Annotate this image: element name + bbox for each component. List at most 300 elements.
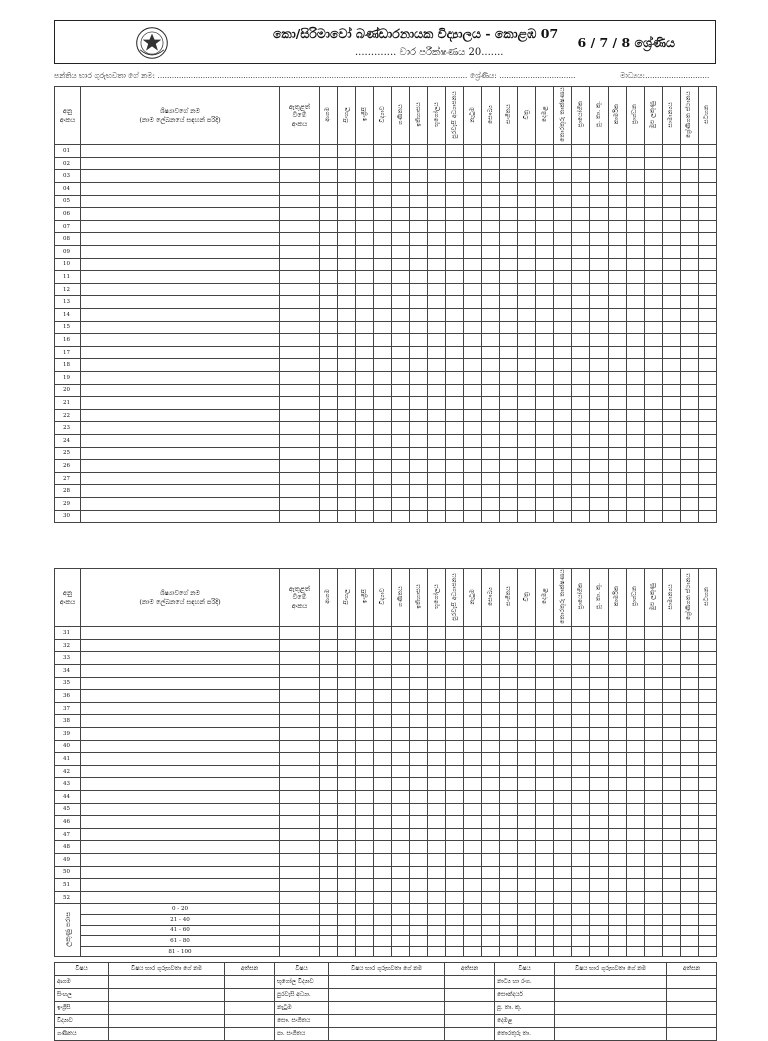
admission-no-cell[interactable] [280, 334, 320, 347]
mark-cell[interactable] [356, 803, 374, 816]
mark-cell[interactable] [446, 359, 464, 372]
mark-cell[interactable] [590, 422, 608, 435]
student-name-cell[interactable] [81, 170, 280, 183]
mark-cell[interactable] [338, 891, 356, 904]
mark-cell[interactable] [554, 627, 572, 640]
mark-cell[interactable] [464, 422, 482, 435]
student-name-cell[interactable] [81, 866, 280, 879]
mark-cell[interactable] [392, 740, 410, 753]
mark-cell[interactable] [320, 346, 338, 359]
mark-cell[interactable] [482, 665, 500, 678]
mark-cell[interactable] [572, 422, 590, 435]
mark-cell[interactable] [680, 371, 698, 384]
mark-cell[interactable] [356, 853, 374, 866]
mark-cell[interactable] [572, 246, 590, 259]
mark-cell[interactable] [518, 321, 536, 334]
mark-cell[interactable] [626, 740, 644, 753]
mark-cell[interactable] [482, 195, 500, 208]
mark-cell[interactable] [410, 879, 428, 892]
mark-cell[interactable] [410, 627, 428, 640]
mark-cell[interactable] [428, 183, 446, 196]
mark-cell[interactable] [608, 460, 626, 473]
mark-cell[interactable] [446, 728, 464, 741]
teacher-signature-cell[interactable] [445, 1028, 495, 1041]
mark-cell[interactable] [338, 460, 356, 473]
teacher-name-cell[interactable] [109, 989, 225, 1002]
admission-no-cell[interactable] [280, 690, 320, 703]
mark-cell[interactable] [428, 409, 446, 422]
mark-cell[interactable] [518, 472, 536, 485]
mark-cell[interactable] [482, 728, 500, 741]
range-count-cell[interactable] [482, 936, 500, 947]
range-count-cell[interactable] [446, 904, 464, 915]
mark-cell[interactable] [446, 460, 464, 473]
mark-cell[interactable] [626, 791, 644, 804]
mark-cell[interactable] [482, 816, 500, 829]
mark-cell[interactable] [626, 434, 644, 447]
mark-cell[interactable] [374, 434, 392, 447]
range-count-cell[interactable] [500, 925, 518, 936]
mark-cell[interactable] [608, 891, 626, 904]
mark-cell[interactable] [554, 866, 572, 879]
mark-cell[interactable] [626, 853, 644, 866]
range-count-cell[interactable] [446, 925, 464, 936]
range-count-cell[interactable] [572, 914, 590, 925]
mark-cell[interactable] [428, 866, 446, 879]
mark-cell[interactable] [554, 170, 572, 183]
mark-cell[interactable] [572, 258, 590, 271]
mark-cell[interactable] [644, 195, 662, 208]
mark-cell[interactable] [392, 208, 410, 221]
mark-cell[interactable] [590, 233, 608, 246]
mark-cell[interactable] [680, 740, 698, 753]
mark-cell[interactable] [662, 627, 680, 640]
mark-cell[interactable] [554, 753, 572, 766]
mark-cell[interactable] [590, 485, 608, 498]
mark-cell[interactable] [464, 753, 482, 766]
mark-cell[interactable] [608, 652, 626, 665]
mark-cell[interactable] [356, 346, 374, 359]
mark-cell[interactable] [608, 702, 626, 715]
mark-cell[interactable] [500, 472, 518, 485]
mark-cell[interactable] [500, 891, 518, 904]
mark-cell[interactable] [626, 690, 644, 703]
mark-cell[interactable] [464, 665, 482, 678]
mark-cell[interactable] [698, 879, 716, 892]
mark-cell[interactable] [446, 891, 464, 904]
mark-cell[interactable] [680, 258, 698, 271]
mark-cell[interactable] [446, 853, 464, 866]
mark-cell[interactable] [608, 510, 626, 523]
mark-cell[interactable] [626, 879, 644, 892]
range-count-cell[interactable] [464, 914, 482, 925]
mark-cell[interactable] [554, 346, 572, 359]
range-count-cell[interactable] [698, 925, 716, 936]
mark-cell[interactable] [626, 677, 644, 690]
range-count-cell[interactable] [392, 904, 410, 915]
mark-cell[interactable] [554, 497, 572, 510]
mark-cell[interactable] [374, 145, 392, 158]
mark-cell[interactable] [320, 639, 338, 652]
mark-cell[interactable] [500, 359, 518, 372]
teacher-name-cell[interactable] [555, 976, 667, 989]
mark-cell[interactable] [590, 652, 608, 665]
range-count-cell[interactable] [608, 904, 626, 915]
mark-cell[interactable] [500, 460, 518, 473]
mark-cell[interactable] [392, 879, 410, 892]
mark-cell[interactable] [590, 627, 608, 640]
mark-cell[interactable] [590, 891, 608, 904]
mark-cell[interactable] [500, 841, 518, 854]
teacher-signature-cell[interactable] [445, 976, 495, 989]
student-name-cell[interactable] [81, 346, 280, 359]
mark-cell[interactable] [428, 321, 446, 334]
mark-cell[interactable] [680, 702, 698, 715]
mark-cell[interactable] [392, 220, 410, 233]
mark-cell[interactable] [626, 652, 644, 665]
mark-cell[interactable] [500, 753, 518, 766]
mark-cell[interactable] [338, 309, 356, 322]
mark-cell[interactable] [680, 879, 698, 892]
mark-cell[interactable] [338, 485, 356, 498]
mark-cell[interactable] [518, 728, 536, 741]
mark-cell[interactable] [410, 677, 428, 690]
mark-cell[interactable] [662, 853, 680, 866]
mark-cell[interactable] [554, 397, 572, 410]
mark-cell[interactable] [680, 816, 698, 829]
mark-cell[interactable] [410, 397, 428, 410]
mark-cell[interactable] [536, 510, 554, 523]
student-name-cell[interactable] [81, 627, 280, 640]
mark-cell[interactable] [680, 384, 698, 397]
mark-cell[interactable] [644, 321, 662, 334]
mark-cell[interactable] [590, 803, 608, 816]
mark-cell[interactable] [356, 145, 374, 158]
mark-cell[interactable] [446, 397, 464, 410]
mark-cell[interactable] [320, 778, 338, 791]
mark-cell[interactable] [536, 409, 554, 422]
mark-cell[interactable] [464, 866, 482, 879]
mark-cell[interactable] [554, 828, 572, 841]
mark-cell[interactable] [338, 639, 356, 652]
mark-cell[interactable] [608, 246, 626, 259]
mark-cell[interactable] [446, 434, 464, 447]
mark-cell[interactable] [626, 309, 644, 322]
mark-cell[interactable] [518, 309, 536, 322]
mark-cell[interactable] [392, 359, 410, 372]
mark-cell[interactable] [500, 447, 518, 460]
mark-cell[interactable] [662, 409, 680, 422]
mark-cell[interactable] [518, 409, 536, 422]
admission-no-cell[interactable] [280, 472, 320, 485]
mark-cell[interactable] [680, 639, 698, 652]
mark-cell[interactable] [500, 627, 518, 640]
mark-cell[interactable] [410, 208, 428, 221]
mark-cell[interactable] [500, 639, 518, 652]
mark-cell[interactable] [410, 183, 428, 196]
student-name-cell[interactable] [81, 309, 280, 322]
mark-cell[interactable] [392, 472, 410, 485]
mark-cell[interactable] [554, 728, 572, 741]
mark-cell[interactable] [662, 334, 680, 347]
mark-cell[interactable] [554, 639, 572, 652]
mark-cell[interactable] [662, 803, 680, 816]
mark-cell[interactable] [536, 170, 554, 183]
mark-cell[interactable] [500, 510, 518, 523]
mark-cell[interactable] [626, 702, 644, 715]
mark-cell[interactable] [356, 765, 374, 778]
range-count-cell[interactable] [280, 946, 320, 957]
mark-cell[interactable] [446, 447, 464, 460]
range-count-cell[interactable] [554, 936, 572, 947]
mark-cell[interactable] [428, 447, 446, 460]
mark-cell[interactable] [320, 246, 338, 259]
admission-no-cell[interactable] [280, 157, 320, 170]
student-name-cell[interactable] [81, 485, 280, 498]
mark-cell[interactable] [536, 879, 554, 892]
mark-cell[interactable] [608, 472, 626, 485]
mark-cell[interactable] [392, 791, 410, 804]
student-name-cell[interactable] [81, 283, 280, 296]
mark-cell[interactable] [644, 371, 662, 384]
student-name-cell[interactable] [81, 460, 280, 473]
mark-cell[interactable] [464, 157, 482, 170]
mark-cell[interactable] [698, 740, 716, 753]
mark-cell[interactable] [392, 891, 410, 904]
mark-cell[interactable] [662, 866, 680, 879]
mark-cell[interactable] [518, 208, 536, 221]
mark-cell[interactable] [572, 220, 590, 233]
mark-cell[interactable] [626, 728, 644, 741]
mark-cell[interactable] [410, 371, 428, 384]
mark-cell[interactable] [482, 208, 500, 221]
mark-cell[interactable] [428, 690, 446, 703]
mark-cell[interactable] [356, 627, 374, 640]
mark-cell[interactable] [464, 258, 482, 271]
mark-cell[interactable] [338, 233, 356, 246]
admission-no-cell[interactable] [280, 778, 320, 791]
mark-cell[interactable] [356, 321, 374, 334]
mark-cell[interactable] [338, 409, 356, 422]
mark-cell[interactable] [500, 321, 518, 334]
mark-cell[interactable] [698, 778, 716, 791]
mark-cell[interactable] [536, 283, 554, 296]
mark-cell[interactable] [590, 371, 608, 384]
student-name-cell[interactable] [81, 271, 280, 284]
range-count-cell[interactable] [680, 914, 698, 925]
mark-cell[interactable] [464, 195, 482, 208]
admission-no-cell[interactable] [280, 271, 320, 284]
mark-cell[interactable] [680, 283, 698, 296]
admission-no-cell[interactable] [280, 460, 320, 473]
mark-cell[interactable] [464, 778, 482, 791]
mark-cell[interactable] [698, 828, 716, 841]
mark-cell[interactable] [500, 422, 518, 435]
mark-cell[interactable] [374, 891, 392, 904]
mark-cell[interactable] [572, 791, 590, 804]
admission-no-cell[interactable] [280, 195, 320, 208]
mark-cell[interactable] [482, 409, 500, 422]
mark-cell[interactable] [554, 740, 572, 753]
mark-cell[interactable] [482, 690, 500, 703]
mark-cell[interactable] [608, 803, 626, 816]
mark-cell[interactable] [554, 145, 572, 158]
admission-no-cell[interactable] [280, 170, 320, 183]
range-count-cell[interactable] [680, 936, 698, 947]
mark-cell[interactable] [482, 639, 500, 652]
mark-cell[interactable] [644, 816, 662, 829]
student-name-cell[interactable] [81, 702, 280, 715]
mark-cell[interactable] [356, 485, 374, 498]
admission-no-cell[interactable] [280, 866, 320, 879]
mark-cell[interactable] [608, 409, 626, 422]
mark-cell[interactable] [590, 791, 608, 804]
mark-cell[interactable] [572, 639, 590, 652]
mark-cell[interactable] [626, 321, 644, 334]
mark-cell[interactable] [680, 510, 698, 523]
mark-cell[interactable] [644, 497, 662, 510]
mark-cell[interactable] [680, 309, 698, 322]
mark-cell[interactable] [320, 803, 338, 816]
range-count-cell[interactable] [374, 914, 392, 925]
mark-cell[interactable] [662, 246, 680, 259]
mark-cell[interactable] [626, 145, 644, 158]
mark-cell[interactable] [518, 359, 536, 372]
mark-cell[interactable] [320, 397, 338, 410]
mark-cell[interactable] [680, 422, 698, 435]
mark-cell[interactable] [698, 384, 716, 397]
mark-cell[interactable] [356, 258, 374, 271]
admission-no-cell[interactable] [280, 296, 320, 309]
teacher-signature-cell[interactable] [225, 976, 275, 989]
mark-cell[interactable] [536, 447, 554, 460]
mark-cell[interactable] [464, 841, 482, 854]
mark-cell[interactable] [698, 472, 716, 485]
mark-cell[interactable] [644, 690, 662, 703]
mark-cell[interactable] [698, 639, 716, 652]
mark-cell[interactable] [572, 371, 590, 384]
mark-cell[interactable] [626, 472, 644, 485]
range-count-cell[interactable] [644, 946, 662, 957]
mark-cell[interactable] [446, 208, 464, 221]
mark-cell[interactable] [374, 409, 392, 422]
range-count-cell[interactable] [680, 946, 698, 957]
mark-cell[interactable] [428, 497, 446, 510]
mark-cell[interactable] [320, 422, 338, 435]
range-count-cell[interactable] [680, 904, 698, 915]
mark-cell[interactable] [518, 879, 536, 892]
mark-cell[interactable] [572, 447, 590, 460]
mark-cell[interactable] [644, 334, 662, 347]
mark-cell[interactable] [572, 283, 590, 296]
mark-cell[interactable] [536, 384, 554, 397]
mark-cell[interactable] [626, 866, 644, 879]
mark-cell[interactable] [446, 296, 464, 309]
mark-cell[interactable] [608, 309, 626, 322]
mark-cell[interactable] [338, 753, 356, 766]
mark-cell[interactable] [572, 702, 590, 715]
mark-cell[interactable] [662, 639, 680, 652]
range-count-cell[interactable] [410, 914, 428, 925]
mark-cell[interactable] [374, 740, 392, 753]
mark-cell[interactable] [644, 472, 662, 485]
mark-cell[interactable] [482, 283, 500, 296]
mark-cell[interactable] [698, 460, 716, 473]
admission-no-cell[interactable] [280, 183, 320, 196]
mark-cell[interactable] [482, 233, 500, 246]
range-count-cell[interactable] [590, 936, 608, 947]
mark-cell[interactable] [356, 384, 374, 397]
mark-cell[interactable] [644, 309, 662, 322]
mark-cell[interactable] [356, 246, 374, 259]
mark-cell[interactable] [446, 271, 464, 284]
range-count-cell[interactable] [338, 936, 356, 947]
mark-cell[interactable] [482, 397, 500, 410]
mark-cell[interactable] [410, 753, 428, 766]
mark-cell[interactable] [554, 296, 572, 309]
mark-cell[interactable] [500, 866, 518, 879]
mark-cell[interactable] [374, 384, 392, 397]
mark-cell[interactable] [410, 866, 428, 879]
range-count-cell[interactable] [320, 914, 338, 925]
mark-cell[interactable] [644, 170, 662, 183]
mark-cell[interactable] [410, 447, 428, 460]
mark-cell[interactable] [626, 765, 644, 778]
mark-cell[interactable] [446, 778, 464, 791]
mark-cell[interactable] [428, 157, 446, 170]
mark-cell[interactable] [680, 891, 698, 904]
mark-cell[interactable] [446, 677, 464, 690]
mark-cell[interactable] [626, 220, 644, 233]
mark-cell[interactable] [374, 460, 392, 473]
mark-cell[interactable] [680, 157, 698, 170]
mark-cell[interactable] [482, 765, 500, 778]
mark-cell[interactable] [392, 665, 410, 678]
mark-cell[interactable] [428, 677, 446, 690]
mark-cell[interactable] [356, 665, 374, 678]
mark-cell[interactable] [608, 485, 626, 498]
mark-cell[interactable] [338, 828, 356, 841]
mark-cell[interactable] [518, 271, 536, 284]
mark-cell[interactable] [410, 778, 428, 791]
mark-cell[interactable] [410, 434, 428, 447]
mark-cell[interactable] [482, 321, 500, 334]
mark-cell[interactable] [626, 447, 644, 460]
mark-cell[interactable] [410, 258, 428, 271]
mark-cell[interactable] [482, 258, 500, 271]
mark-cell[interactable] [500, 879, 518, 892]
mark-cell[interactable] [644, 791, 662, 804]
range-count-cell[interactable] [428, 904, 446, 915]
mark-cell[interactable] [410, 740, 428, 753]
mark-cell[interactable] [320, 853, 338, 866]
mark-cell[interactable] [590, 321, 608, 334]
teacher-name-cell[interactable] [329, 976, 445, 989]
student-name-cell[interactable] [81, 891, 280, 904]
mark-cell[interactable] [662, 485, 680, 498]
mark-cell[interactable] [536, 334, 554, 347]
mark-cell[interactable] [428, 208, 446, 221]
mark-cell[interactable] [464, 891, 482, 904]
mark-cell[interactable] [662, 283, 680, 296]
mark-cell[interactable] [572, 665, 590, 678]
mark-cell[interactable] [572, 296, 590, 309]
mark-cell[interactable] [698, 359, 716, 372]
mark-cell[interactable] [644, 753, 662, 766]
mark-cell[interactable] [392, 371, 410, 384]
mark-cell[interactable] [662, 828, 680, 841]
mark-cell[interactable] [572, 485, 590, 498]
